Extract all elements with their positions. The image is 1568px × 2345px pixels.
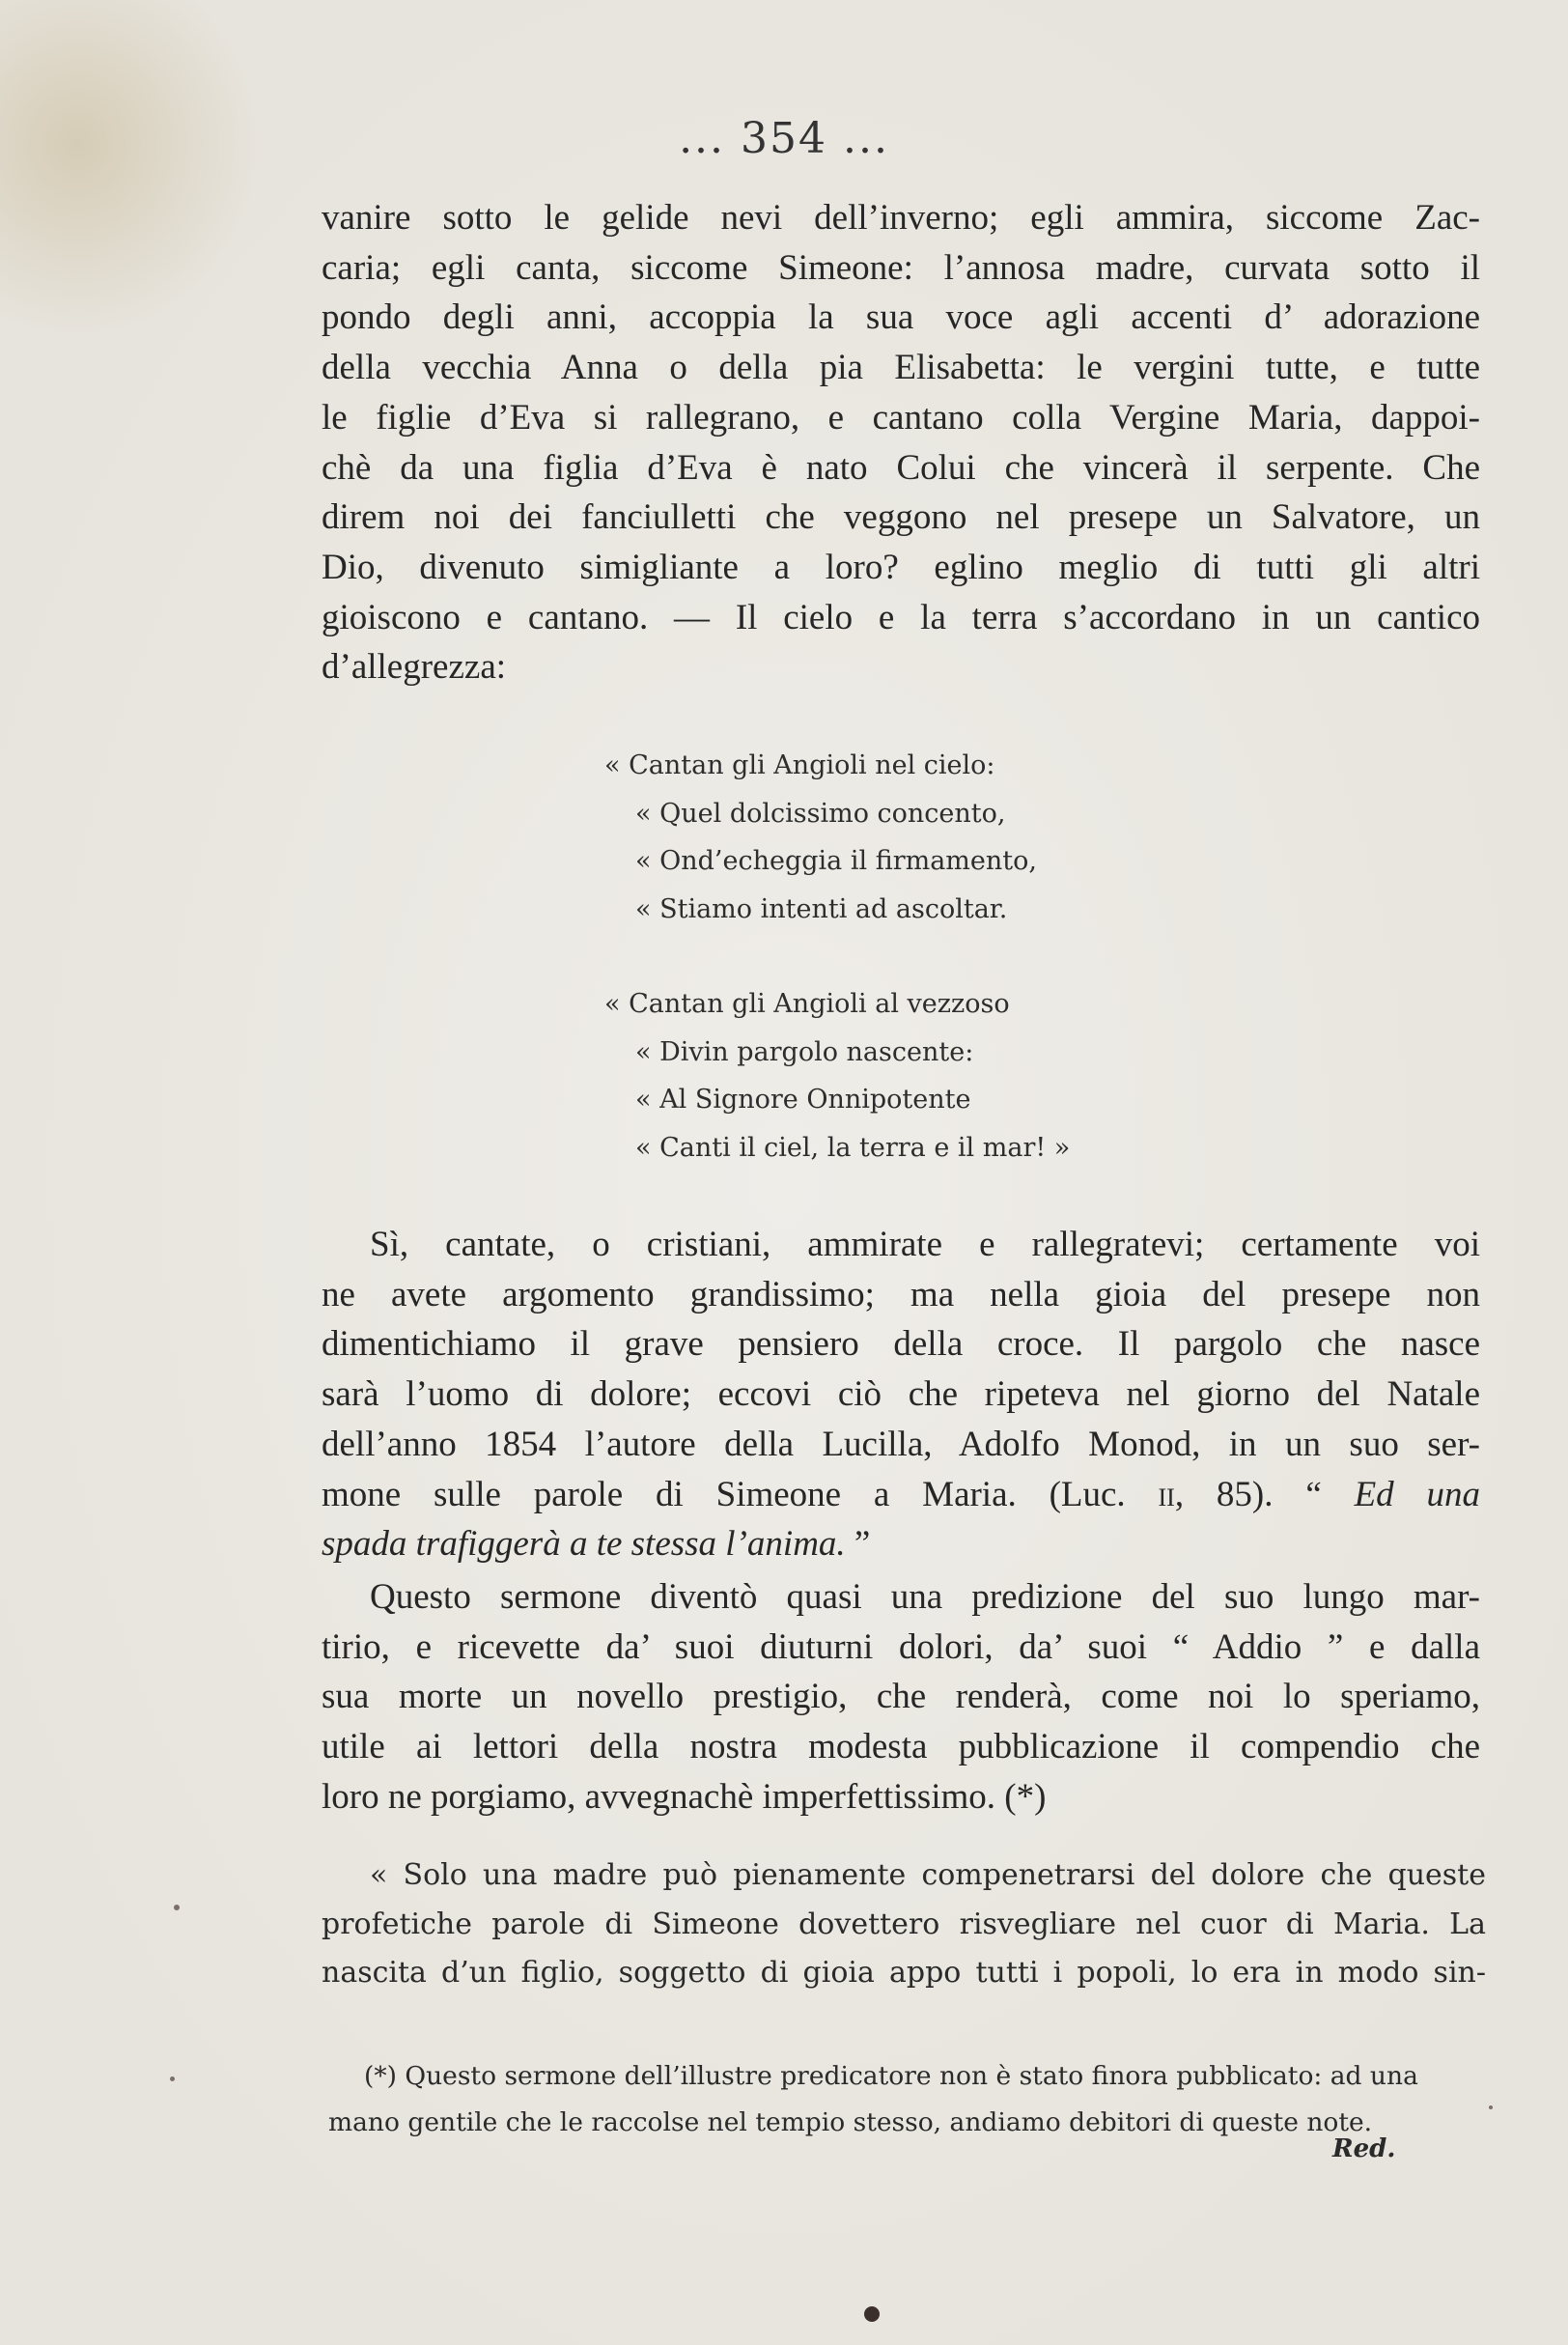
text-line: d’allegrezza: <box>322 647 507 688</box>
italic-quote: Ed una <box>1354 1474 1481 1514</box>
text-run: ” <box>845 1524 871 1565</box>
footnote-line: mano gentile che le raccolse nel tempio stesso, andiamo debitori di queste note. <box>328 2107 1373 2137</box>
text-line: Sì, cantate, o cristiani, ammirate e rallegratevi; certamente voi <box>370 1225 1480 1264</box>
text-line: profetiche parole di Simeone dovettero risvegliare nel cuor di Maria. La <box>322 1907 1486 1941</box>
paper-speck <box>170 2077 175 2081</box>
verse-line: « Cantan gli Angioli nel cielo: <box>604 750 995 780</box>
verse-stanza-2 <box>604 980 1070 1172</box>
text-line: tirio, e ricevette da’ suoi diuturni dolori, da’ suoi “ Addio ” e dalla <box>322 1626 1480 1667</box>
text-line: dimentichiamo il grave pensiero della croce. Il pargolo che nasce <box>322 1324 1480 1365</box>
text-line: dell’anno 1854 l’autore della Lucilla, Adolfo Monod, in un suo ser- <box>322 1424 1480 1464</box>
text-line <box>322 1470 1480 1520</box>
text-line: Questo sermone diventò quasi una predizione del suo lungo mar- <box>370 1577 1480 1617</box>
text-line: ne avete argomento grandissimo; ma nella gioia del presepe non <box>322 1274 1480 1314</box>
text-line: direm noi dei fanciulletti che veggono nel presepe un Salvatore, un <box>322 497 1480 538</box>
text-line: utile ai lettori della nostra modesta pubblicazione il compendio che <box>322 1727 1480 1767</box>
text-line: le figlie d’Eva si rallegrano, e cantano colla Vergine Maria, dappoi- <box>322 397 1480 438</box>
paragraph-3 <box>322 1572 1480 1822</box>
text-line: gioiscono e cantano. — Il cielo e la terra s’accordano in un cantico <box>322 597 1480 637</box>
text-line <box>322 1519 1480 1569</box>
text-run: , 85). “ <box>1174 1474 1355 1514</box>
text-run: mone sulle parole di Simeone a Maria. (Luc. <box>322 1474 1159 1514</box>
verse-line: « Ond’echeggia il firmamento, <box>635 846 1037 876</box>
quoted-passage <box>322 1851 1486 1998</box>
text-line: sua morte un novello prestigio, che renderà, come noi lo speriamo, <box>322 1677 1480 1717</box>
text-line: Dio, divenuto simigliante a loro? eglino meglio di tutti gli altri <box>322 547 1480 587</box>
text-line: nascita d’un figlio, soggetto di gioia appo tutti i popoli, lo era in modo sin- <box>322 1956 1486 1990</box>
text-line: caria; egli canta, siccome Simeone: l’annosa madre, curvata sotto il <box>322 247 1480 288</box>
paragraph-1 <box>322 193 1480 692</box>
text-line: chè da una figlia d’Eva è nato Colui che vincerà il serpente. Che <box>322 447 1480 488</box>
verse-line: « Divin pargolo nascente: <box>635 1036 974 1067</box>
verse-line: « Stiamo intenti ad ascoltar. <box>635 893 1008 924</box>
footnote-line: (*) Questo sermone dell’illustre predicatore non è stato finora pubblicato: ad una <box>364 2061 1418 2091</box>
text-line: sarà l’uomo di dolore; eccovi ciò che ripeteva nel giorno del Natale <box>322 1374 1480 1415</box>
ink-blot <box>864 2306 880 2322</box>
text-line: « Solo una madre può pienamente compenetrarsi del dolore che queste <box>370 1858 1486 1892</box>
verse-line: « Quel dolcissimo concento, <box>635 798 1006 829</box>
verse-line: « Al Signore Onnipotente <box>635 1085 971 1115</box>
italic-quote: spada trafiggerà a te stessa l’anima. <box>322 1524 846 1565</box>
verse-line: « Canti il ciel, la terra e il mar! » <box>635 1132 1071 1163</box>
text-line: della vecchia Anna o della pia Elisabetta: le vergini tutte, e tutte <box>322 348 1480 388</box>
paper-speck <box>174 1905 180 1910</box>
roman-numeral: ii <box>1158 1474 1175 1514</box>
footnote <box>328 2053 1487 2146</box>
footnote-signature: Red. <box>1332 2134 1396 2163</box>
page-number: ... 354 ... <box>679 114 889 163</box>
text-line: loro ne porgiamo, avvegnachè imperfettissimo. (*) <box>322 1776 1047 1817</box>
text-line: pondo degli anni, accoppia la sua voce agli accenti d’ adorazione <box>322 297 1480 338</box>
verse-stanza-1 <box>604 742 1037 933</box>
text-line: vanire sotto le gelide nevi dell’inverno; egli ammira, siccome Zac- <box>322 198 1480 238</box>
verse-line: « Cantan gli Angioli al vezzoso <box>604 989 1010 1019</box>
paragraph-2 <box>322 1220 1480 1569</box>
paper-speck <box>1489 2105 1493 2109</box>
